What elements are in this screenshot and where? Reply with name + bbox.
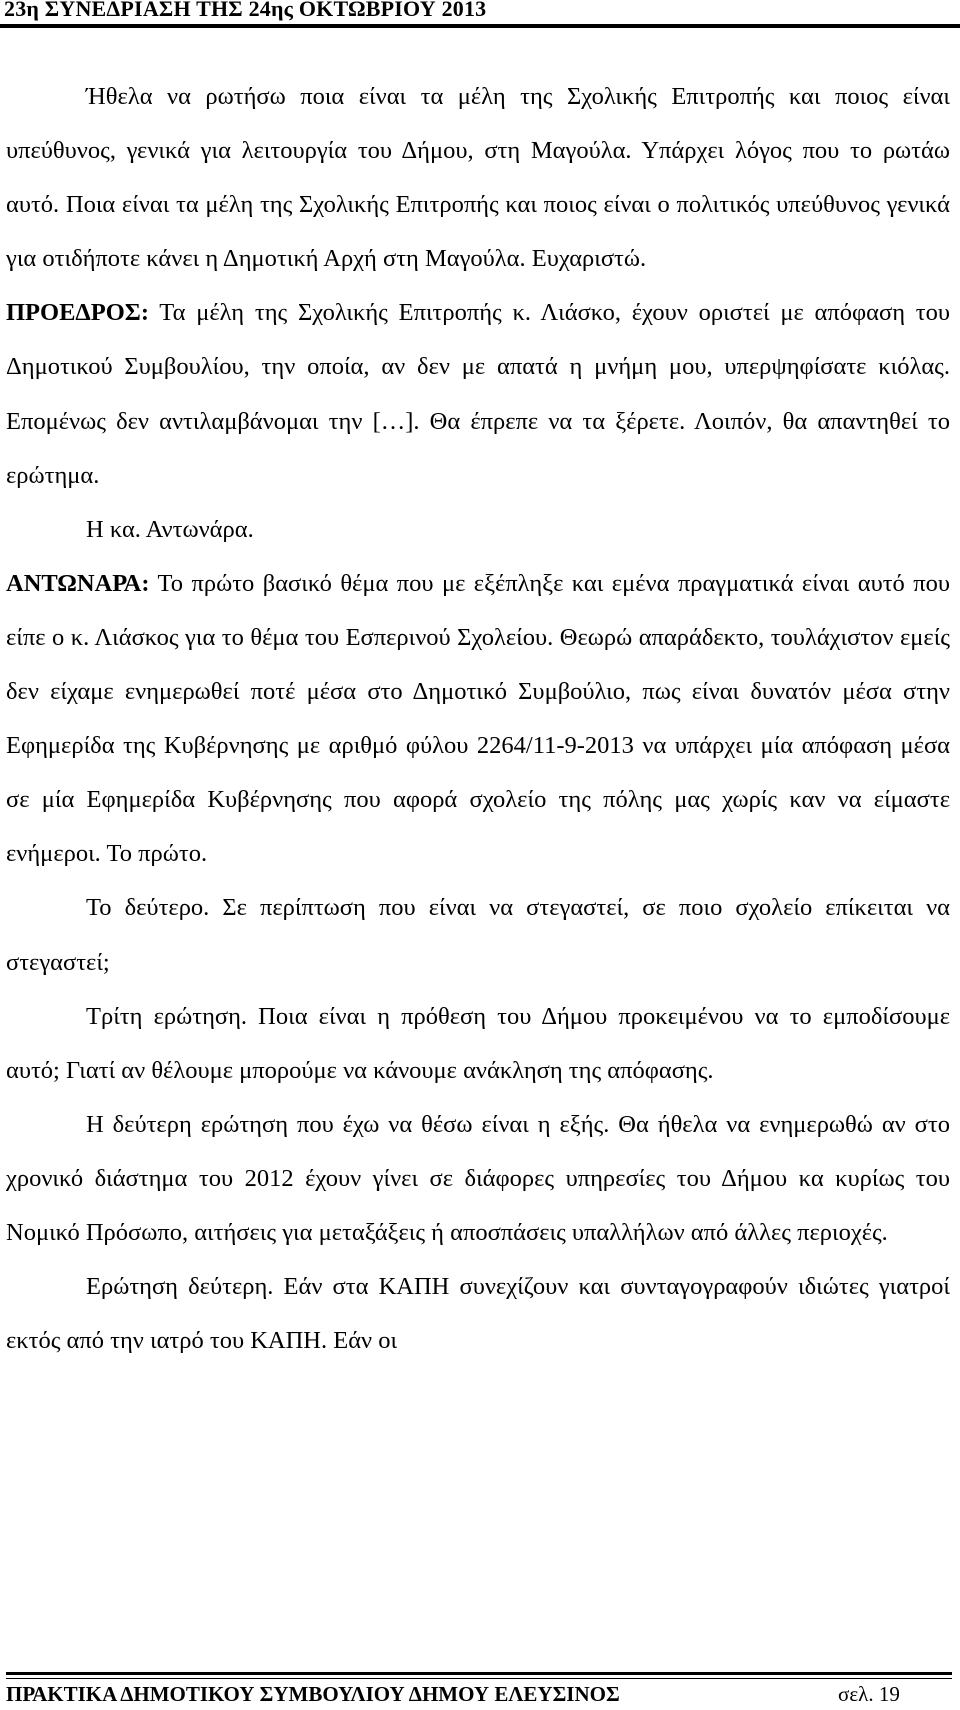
paragraph	[6, 1098, 950, 1260]
header-title: 23η ΣΥΝΕΔΡΙΑΣΗ ΤΗΣ 24ης ΟΚΤΩΒΡΙΟΥ 2013	[4, 0, 487, 21]
paragraph	[6, 1260, 950, 1368]
paragraph-text: Τρίτη ερώτηση. Ποια είναι η πρόθεση του Δήμου προκειμένου να το εμποδίσουμε αυτό; Γιατί αν θέλουμε μπορούμε να κάνουμε ανάκληση της απόφασης.	[6, 1002, 950, 1084]
paragraph-text: Η δεύτερη ερώτηση που έχω να θέσω είναι η εξής. Θα ήθελα να ενημερωθώ αν στο χρονικό διάστημα του 2012 έχουν γίνει σε διάφορες υπηρεσίες του Δήμου κα κυρίως του Νομικό Πρόσωπο, αιτήσεις για μεταξάξεις ή αποσπάσεις υπαλλήλων από άλλες περιοχές.	[6, 1110, 950, 1246]
footer-title: ΠΡΑΚΤΙΚΑ ΔΗΜΟΤΙΚΟΥ ΣΥΜΒΟΥΛΙΟΥ ΔΗΜΟΥ ΕΛΕΥΣΙΝΟΣ	[6, 1682, 620, 1706]
minutes-body	[6, 70, 950, 1368]
paragraph	[6, 881, 950, 989]
footer-rule	[6, 1678, 952, 1679]
paragraph	[6, 503, 950, 557]
page-header	[0, 0, 960, 28]
paragraph-text: Ήθελα να ρωτήσω ποια είναι τα μέλη της Σχολικής Επιτροπής και ποιος είναι υπεύθυνος, γενικά για λειτουργία του Δήμου, στη Μαγούλα. Υπάρχει λόγος που το ρωτάω αυτό. Ποια είναι τα μέλη της Σχολικής Επιτροπής και ποιος είναι ο πολιτικός υπεύθυνος γενικά για οτιδήποτε κάνει η Δημοτική Αρχή στη Μαγούλα. Ευχαριστώ.	[6, 83, 950, 273]
page-footer	[0, 1672, 960, 1710]
speaker-label: ΠΡΟΕΔΡΟΣ:	[6, 299, 149, 327]
speaker-label: ΑΝΤΩΝΑΡΑ:	[6, 569, 150, 597]
header-rule	[0, 24, 960, 28]
paragraph-text: Το πρώτο βασικό θέμα που με εξέπληξε και εμένα πραγματικά είναι αυτό που είπε ο κ. Λιάσκος για το θέμα του Εσπερινού Σχολείου. Θεωρώ απαράδεκτο, τουλάχιστον εμείς δεν είχαμε ενημερωθεί ποτέ μέσα στο Δημοτικό Συμβούλιο, πως είναι δυνατόν μέσα στην Εφημερίδα της Κυβέρνησης με αριθμό φύλου 2264/11-9-2013 να υπάρχει μία απόφαση μέσα σε μία Εφημερίδα Κυβέρνησης που αφορά σχολείο της πόλης μας χωρίς καν να είμαστε ενήμεροι. Το πρώτο.	[6, 569, 950, 868]
paragraph	[6, 990, 950, 1098]
paragraph-text: Ερώτηση δεύτερη. Εάν στα ΚΑΠΗ συνεχίζουν και συνταγογραφούν ιδιώτες γιατροί εκτός από την ιατρό του ΚΑΠΗ. Εάν οι	[6, 1273, 950, 1355]
paragraph	[6, 286, 950, 502]
paragraph	[6, 557, 950, 882]
page-number: σελ. 19	[838, 1682, 900, 1706]
paragraph-text: Τα μέλη της Σχολικής Επιτροπής κ. Λιάσκο, έχουν οριστεί με απόφαση του Δημοτικού Συμβουλίου, την οποία, αν δεν με απατά η μνήμη μου, υπερψηφίσατε κιόλας. Επομένως δεν αντιλαμβάνομαι την […]. Θα έπρεπε να τα ξέρετε. Λοιπόν, θα απαντηθεί το ερώτημα.	[6, 299, 950, 489]
footer-rule	[6, 1672, 952, 1675]
paragraph-text: Η κα. Αντωνάρα.	[86, 515, 254, 543]
paragraph	[6, 70, 950, 286]
paragraph-text: Το δεύτερο. Σε περίπτωση που είναι να στεγαστεί, σε ποιο σχολείο επίκειται να στεγαστεί;	[6, 894, 950, 976]
